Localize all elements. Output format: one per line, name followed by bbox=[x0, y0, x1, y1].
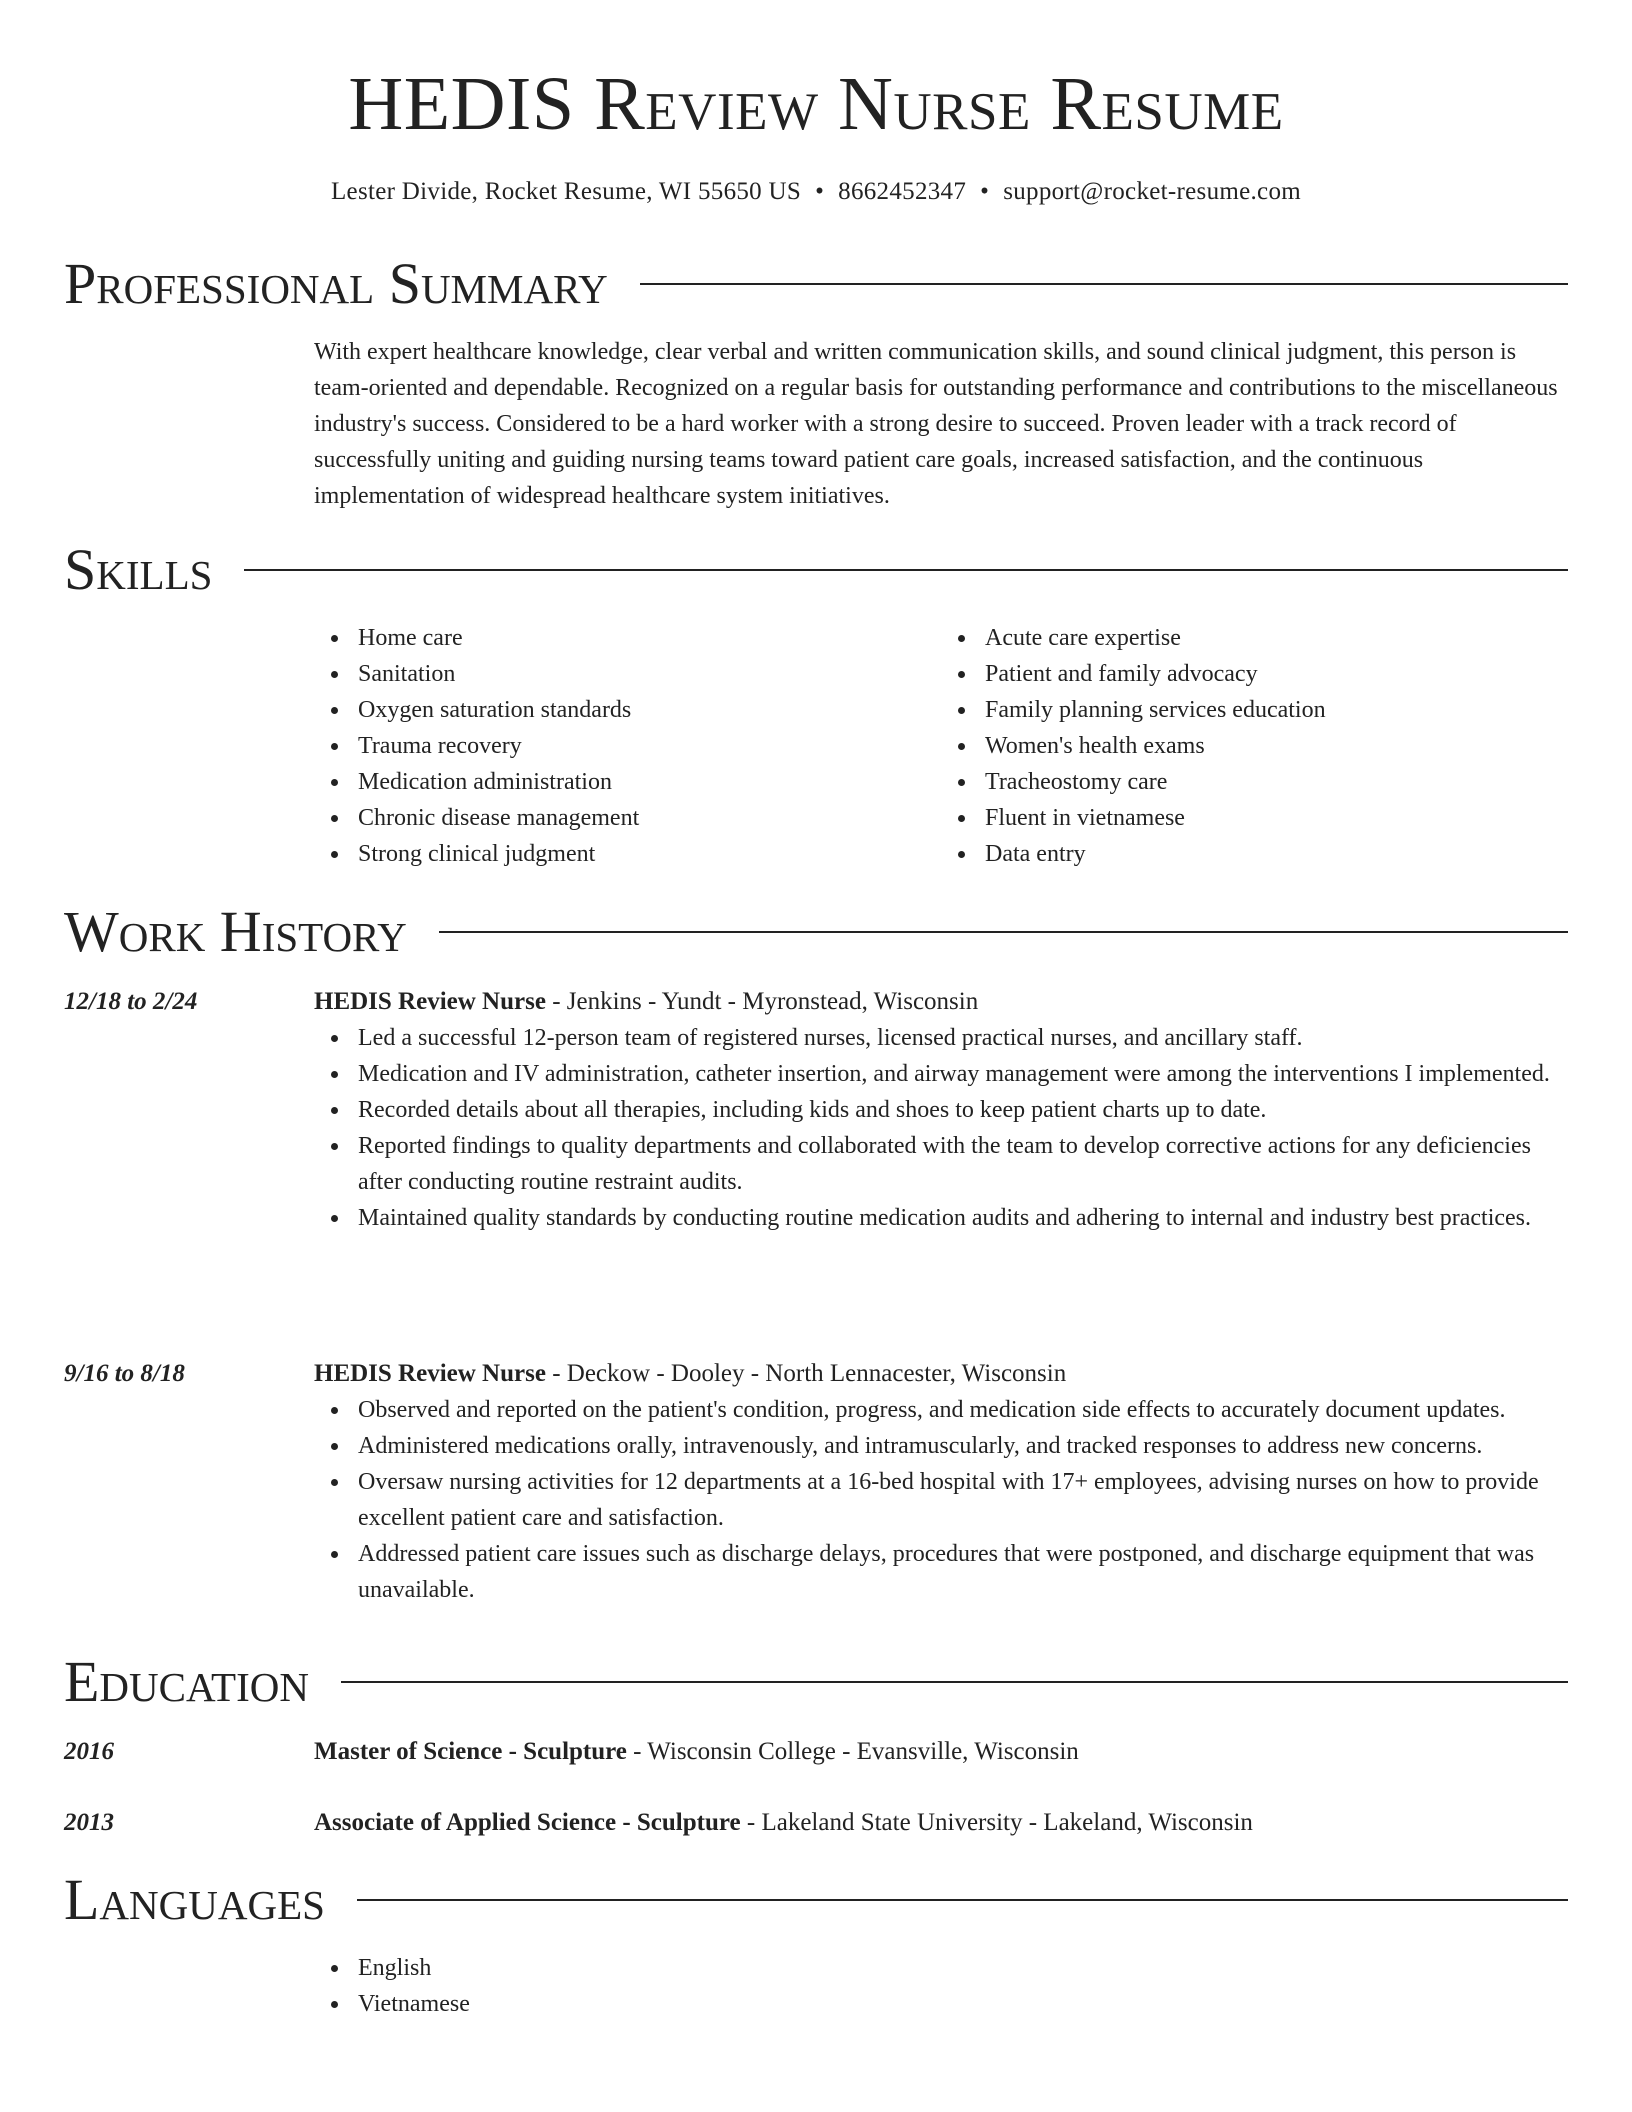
job-title: HEDIS Review Nurse bbox=[314, 988, 546, 1015]
job-duty: Observed and reported on the patient's condition, progress, and medication side effects to accurately document updates. bbox=[358, 1392, 1568, 1428]
education-body bbox=[314, 1734, 1568, 1770]
section-header-summary bbox=[64, 252, 1568, 316]
contact-separator: • bbox=[815, 178, 825, 205]
section-header-languages bbox=[64, 1868, 1568, 1932]
contact-line bbox=[0, 176, 1632, 208]
language-item: English bbox=[358, 1950, 1568, 1986]
education-school: - Lakeland State University - Lakeland, Wisconsin bbox=[740, 1809, 1253, 1836]
section-divider bbox=[357, 1899, 1568, 1901]
section-divider bbox=[341, 1681, 1568, 1683]
job-heading bbox=[314, 984, 1568, 1020]
contact-phone: 8662452347 bbox=[838, 178, 967, 205]
contact-separator: • bbox=[980, 178, 990, 205]
section-heading: Work History bbox=[64, 899, 407, 964]
skill-item: Data entry bbox=[985, 836, 1568, 872]
summary-block bbox=[314, 334, 1568, 514]
skill-item: Trauma recovery bbox=[358, 728, 941, 764]
education-degree: Master of Science - Sculpture bbox=[314, 1738, 627, 1765]
skills-list bbox=[314, 620, 1568, 872]
education-year: 2013 bbox=[64, 1809, 114, 1836]
skill-item: Strong clinical judgment bbox=[358, 836, 941, 872]
section-heading: Education bbox=[64, 1649, 309, 1714]
skill-item: Patient and family advocacy bbox=[985, 656, 1568, 692]
job-duty: Oversaw nursing activities for 12 departments at a 16-bed hospital with 17+ employees, advising nurses on how to provide excellent patient care and satisfaction. bbox=[358, 1464, 1568, 1536]
job-employer: - Deckow - Dooley - North Lennacester, Wisconsin bbox=[545, 1360, 1067, 1387]
section-divider bbox=[244, 569, 1568, 571]
job-duty: Addressed patient care issues such as discharge delays, procedures that were postponed, and discharge equipment that was unavailable. bbox=[358, 1536, 1568, 1608]
education-school: - Wisconsin College - Evansville, Wisconsin bbox=[626, 1738, 1079, 1765]
skill-item: Medication administration bbox=[358, 764, 941, 800]
job-duty: Led a successful 12-person team of registered nurses, licensed practical nurses, and ancillary staff. bbox=[358, 1020, 1568, 1056]
section-divider bbox=[640, 283, 1568, 285]
section-header-education bbox=[64, 1650, 1568, 1714]
job-heading bbox=[314, 1356, 1568, 1392]
job-employer: - Jenkins - Yundt - Myronstead, Wisconsin bbox=[545, 988, 979, 1015]
job-body bbox=[314, 984, 1568, 1236]
section-heading: Skills bbox=[64, 537, 213, 602]
section-heading: Languages bbox=[64, 1867, 325, 1932]
education-body bbox=[314, 1805, 1568, 1841]
skills-column-right bbox=[941, 620, 1568, 872]
skill-item: Family planning services education bbox=[985, 692, 1568, 728]
summary-text: With expert healthcare knowledge, clear verbal and written communication skills, and sound clinical judgment, this person is team-oriented and dependable. Recognized on a regular basis for outstanding performance and contributions to the miscellaneous industry's success. Considered to be a hard worker with a strong desire to succeed. Proven leader with a track record of successfully uniting and guiding nursing teams toward patient care goals, increased satisfaction, and the continuous implementation of widespread healthcare system initiatives. bbox=[314, 339, 1558, 509]
skill-item: Tracheostomy care bbox=[985, 764, 1568, 800]
section-divider bbox=[439, 931, 1568, 933]
skill-item: Sanitation bbox=[358, 656, 941, 692]
job-duty: Administered medications orally, intravenously, and intramuscularly, and tracked responses to address new concerns. bbox=[358, 1428, 1568, 1464]
job-body bbox=[314, 1356, 1568, 1608]
job-duties bbox=[314, 1392, 1568, 1608]
job-duty: Maintained quality standards by conducting routine medication audits and adhering to internal and industry best practices. bbox=[358, 1200, 1568, 1236]
skill-item: Acute care expertise bbox=[985, 620, 1568, 656]
skill-item: Home care bbox=[358, 620, 941, 656]
education-year: 2016 bbox=[64, 1738, 114, 1765]
skill-item: Chronic disease management bbox=[358, 800, 941, 836]
section-heading: Professional Summary bbox=[64, 251, 608, 316]
job-duties bbox=[314, 1020, 1568, 1236]
skills-column-left bbox=[314, 620, 941, 872]
languages-list bbox=[314, 1950, 1568, 2022]
job-dates: 9/16 to 8/18 bbox=[64, 1360, 185, 1387]
language-item: Vietnamese bbox=[358, 1986, 1568, 2022]
job-title: HEDIS Review Nurse bbox=[314, 1360, 546, 1387]
education-degree: Associate of Applied Science - Sculpture bbox=[314, 1809, 741, 1836]
skill-item: Oxygen saturation standards bbox=[358, 692, 941, 728]
page-title: HEDIS Review Nurse Resume bbox=[348, 62, 1284, 146]
languages-block bbox=[314, 1950, 1568, 2022]
job-duty: Medication and IV administration, catheter insertion, and airway management were among the interventions I implemented. bbox=[358, 1056, 1568, 1092]
skill-item: Women's health exams bbox=[985, 728, 1568, 764]
section-header-work bbox=[64, 900, 1568, 964]
skill-item: Fluent in vietnamese bbox=[985, 800, 1568, 836]
job-dates: 12/18 to 2/24 bbox=[64, 988, 198, 1015]
job-duty: Reported findings to quality departments and collaborated with the team to develop corrective actions for any deficiencies after conducting routine restraint audits. bbox=[358, 1128, 1568, 1200]
contact-email: support@rocket-resume.com bbox=[1003, 178, 1301, 205]
contact-address: Lester Divide, Rocket Resume, WI 55650 US bbox=[330, 178, 802, 205]
job-duty: Recorded details about all therapies, including kids and shoes to keep patient charts up to date. bbox=[358, 1092, 1568, 1128]
section-header-skills bbox=[64, 538, 1568, 602]
